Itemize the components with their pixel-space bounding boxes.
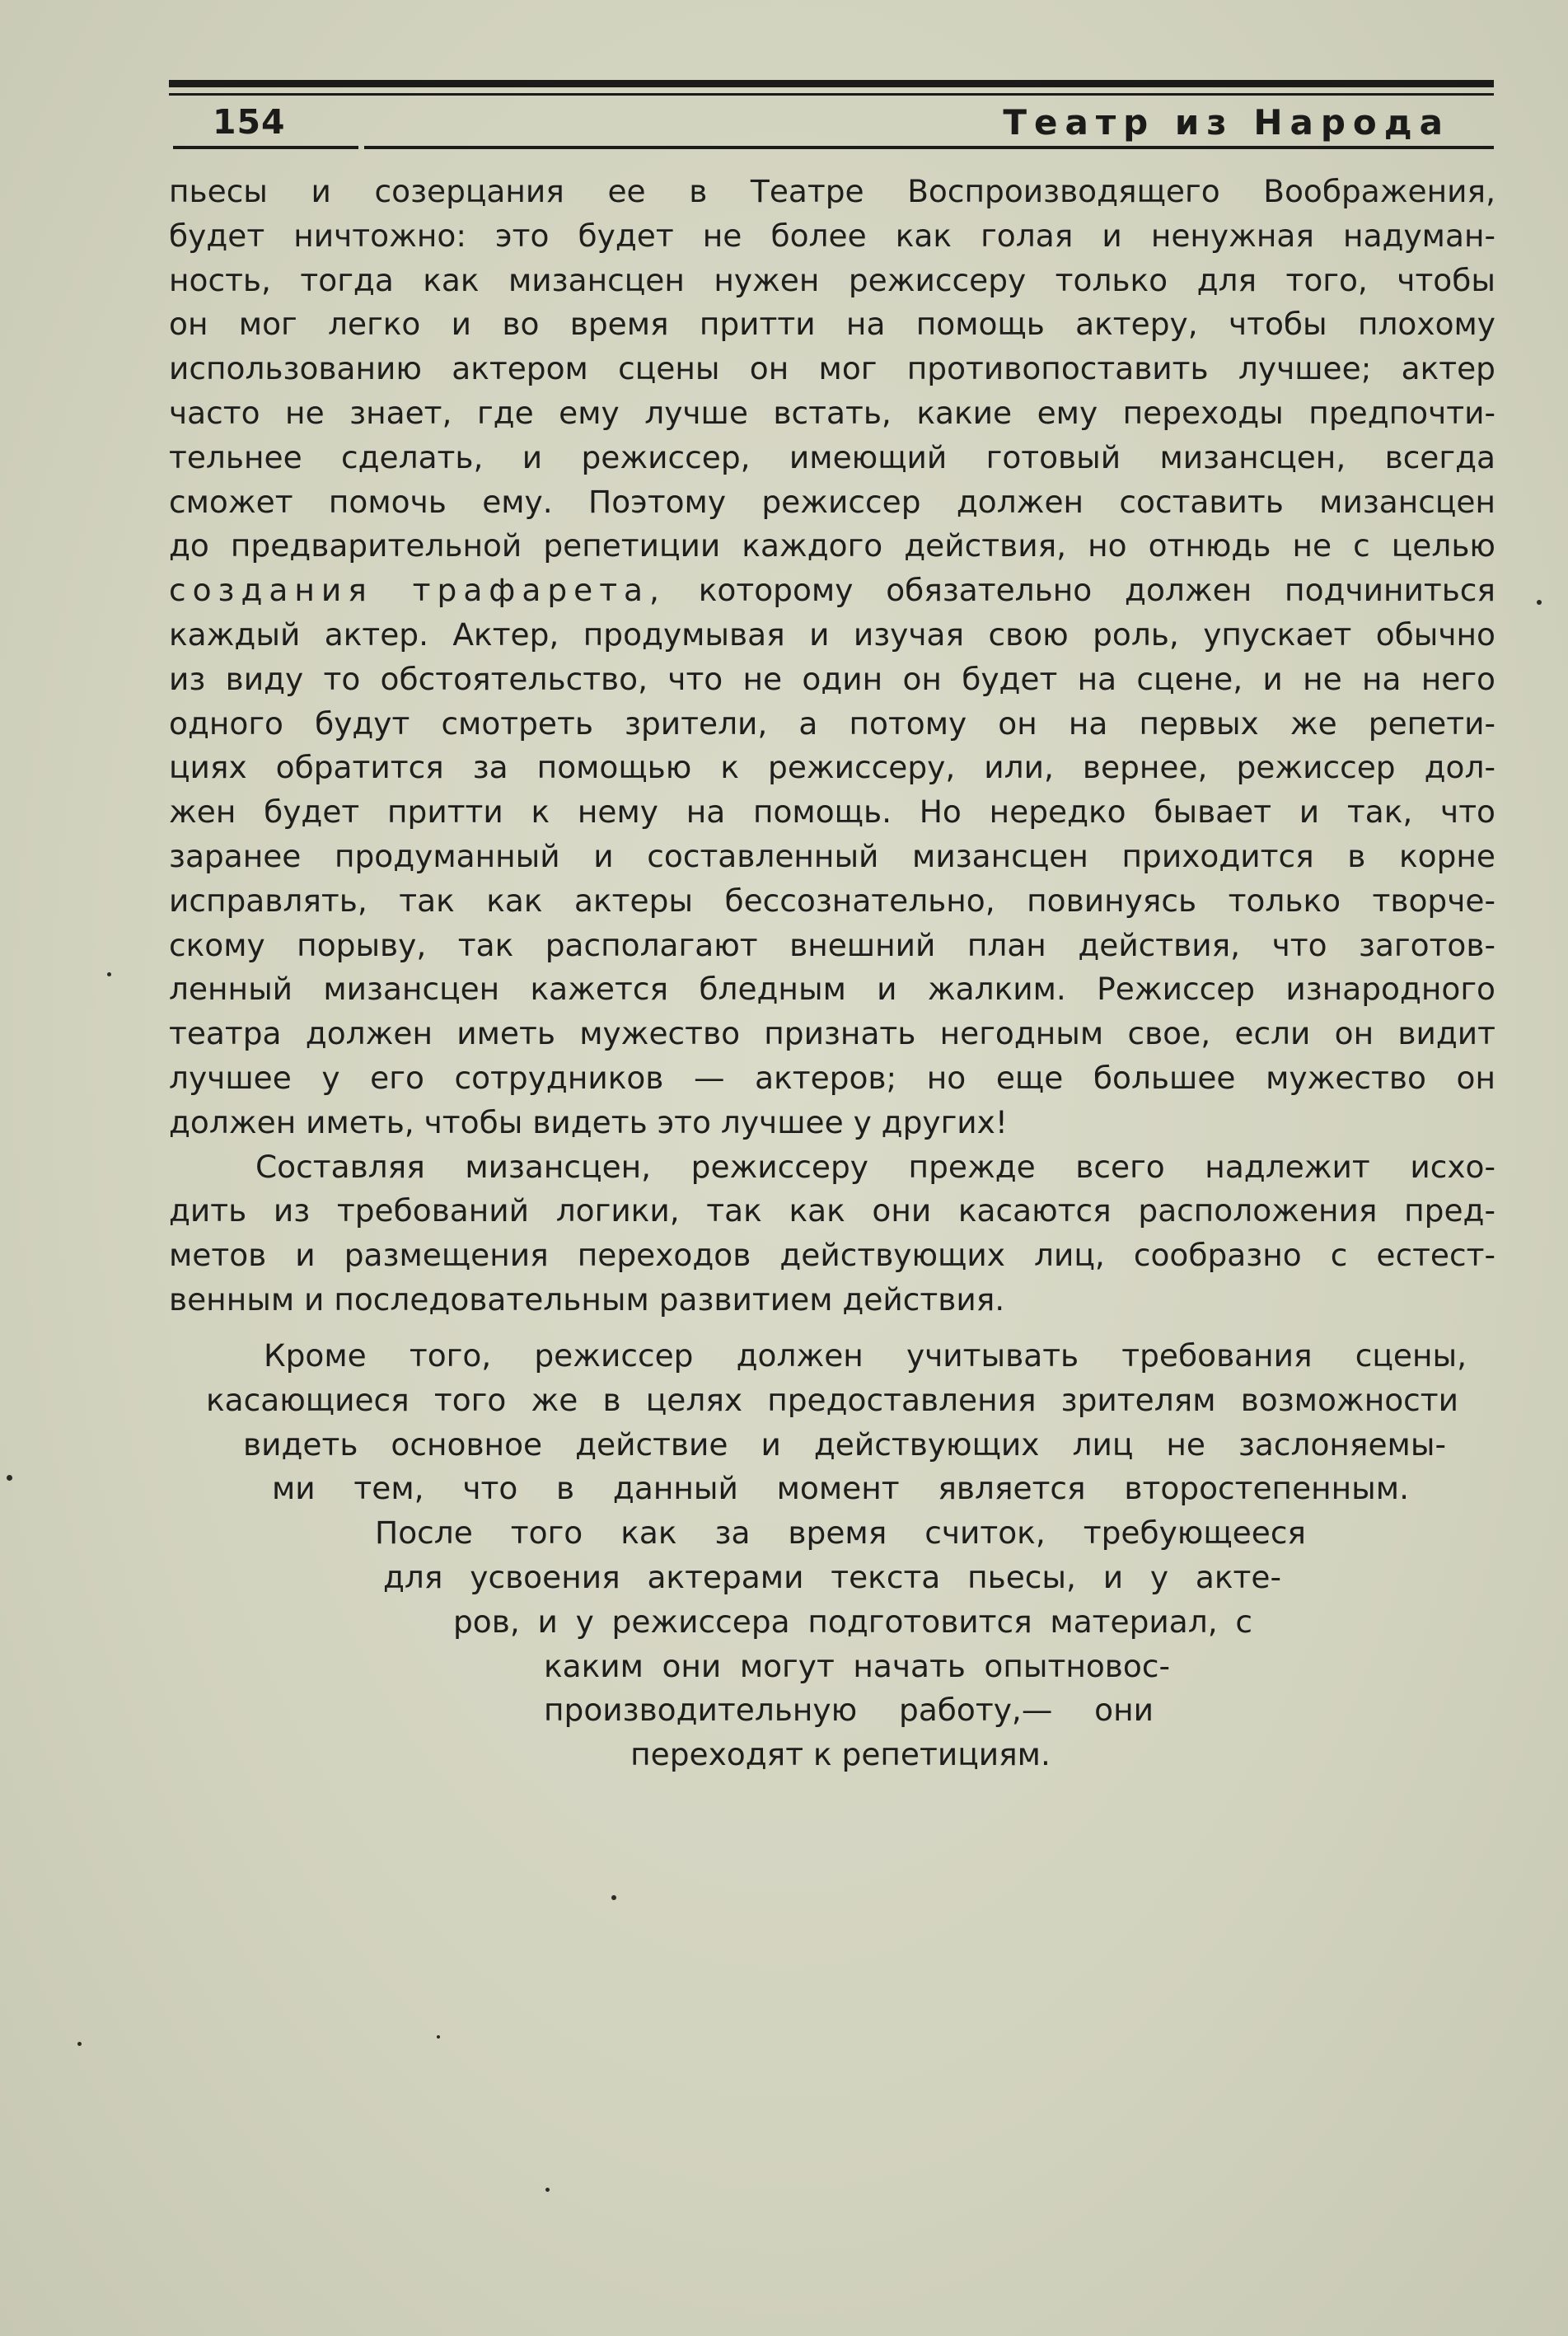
text-line: каждый актер. Актер, продумывая и изучая свою роль, упускает обычно xyxy=(169,616,1495,653)
header-rule-thick xyxy=(169,80,1494,87)
print-speck xyxy=(1537,600,1542,605)
print-speck xyxy=(7,1475,12,1481)
text-line: ленный мизансцен кажется бледным и жалким. Режиссер изнародного xyxy=(169,971,1495,1008)
text-line: для усвоения актерами текста пьесы, и у акте- xyxy=(383,1558,1281,1595)
print-speck xyxy=(107,972,111,976)
text-line: видеть основное действие и действующих лиц не заслоняемы- xyxy=(243,1425,1446,1463)
page-number: 154 xyxy=(213,102,286,142)
text-line: венным и последовательным развитием действия. xyxy=(169,1280,1005,1318)
text-line: пьесы и созерцания ее в Театре Воспроизводящего Воображения, xyxy=(169,173,1495,209)
tapering-paragraph xyxy=(169,1334,1495,1777)
text-line: использованию актером сцены он мог противопоставить лучшее; актер xyxy=(169,350,1495,387)
text-line: одного будут смотреть зрители, а потому он на первых же репети- xyxy=(169,705,1495,742)
text-line: Кроме того, режиссер должен учитывать требования сцены, xyxy=(264,1337,1467,1374)
text-line: должен иметь, чтобы видеть это лучшее у других! xyxy=(169,1103,1008,1140)
text-line: жен будет притти к нему на помощь. Но нередко бывает и так, что xyxy=(169,793,1495,831)
header-rule-under-number xyxy=(173,146,358,149)
text-line: часто не знает, где ему лучше встать, какие ему переходы предпочти- xyxy=(169,394,1495,431)
text-line: до предварительной репетиции каждого действия, но отнюдь не с целью xyxy=(169,527,1495,564)
text-line: производительную работу,— они xyxy=(544,1692,1154,1729)
text-line: После того как за время считок, требующееся xyxy=(375,1514,1306,1552)
text-line-indented: Составляя мизансцен, режиссеру прежде всего надлежит исхо- xyxy=(255,1148,1495,1185)
print-speck xyxy=(545,2188,550,2192)
text-line: касающиеся того же в целях предоставления зрителям возможности xyxy=(206,1381,1458,1418)
text-line: дить из требований логики, так как они касаются расположения пред- xyxy=(169,1192,1495,1229)
spaced-emphasis: создания трафарета, xyxy=(169,572,666,609)
text-line: ров, и у режиссера подготовится материал, с xyxy=(453,1603,1252,1640)
text-line: лучшее у его сотрудников — актеров; но еще большее мужество он xyxy=(169,1059,1495,1096)
text-line: ми тем, что в данный момент является второстепенным. xyxy=(272,1470,1409,1507)
text-line: заранее продуманный и составленный мизансцен приходится в корне xyxy=(169,837,1495,874)
text-line: из виду то обстоятельство, что не один он будет на сцене, и не на него xyxy=(169,660,1495,697)
text-line: он мог легко и во время притти на помощь актеру, чтобы плохому xyxy=(169,306,1495,343)
text-line-spaced xyxy=(169,569,1495,613)
text-line: сможет помочь ему. Поэтому режиссер должен составить мизансцен xyxy=(169,483,1495,520)
text-line: переходят к репетициям. xyxy=(630,1736,1051,1773)
text-line: тельнее сделать, и режиссер, имеющий готовый мизансцен, всегда xyxy=(169,438,1495,475)
header-rule-under-title xyxy=(364,146,1494,149)
print-speck xyxy=(437,2035,440,2039)
text-line: скому порыву, так располагают внешний план действия, что заготов- xyxy=(169,926,1495,963)
text-line: исправлять, так как актеры бессознательно, повинуясь только творче- xyxy=(169,882,1495,919)
text-line: циях обратится за помощью к режиссеру, или, вернее, режиссер дол- xyxy=(169,749,1495,786)
text-line: ность, тогда как мизансцен нужен режиссеру только для того, чтобы xyxy=(169,261,1495,298)
text-line: каким они могут начать опытновос- xyxy=(544,1647,1170,1684)
text-fragment: которому обязательно должен подчиниться xyxy=(665,572,1495,609)
print-speck xyxy=(77,2042,82,2046)
running-title: Театр из Народа xyxy=(1003,102,1450,143)
header-rule-thin xyxy=(169,93,1494,96)
text-line: будет ничтожно: это будет не более как голая и ненужная надуман- xyxy=(169,217,1495,254)
text-line: театра должен иметь мужество признать негодным свое, если он видит xyxy=(169,1015,1495,1052)
print-speck xyxy=(611,1895,616,1900)
text-line: метов и размещения переходов действующих лиц, сообразно с естест- xyxy=(169,1237,1495,1274)
main-text xyxy=(169,170,1495,1322)
